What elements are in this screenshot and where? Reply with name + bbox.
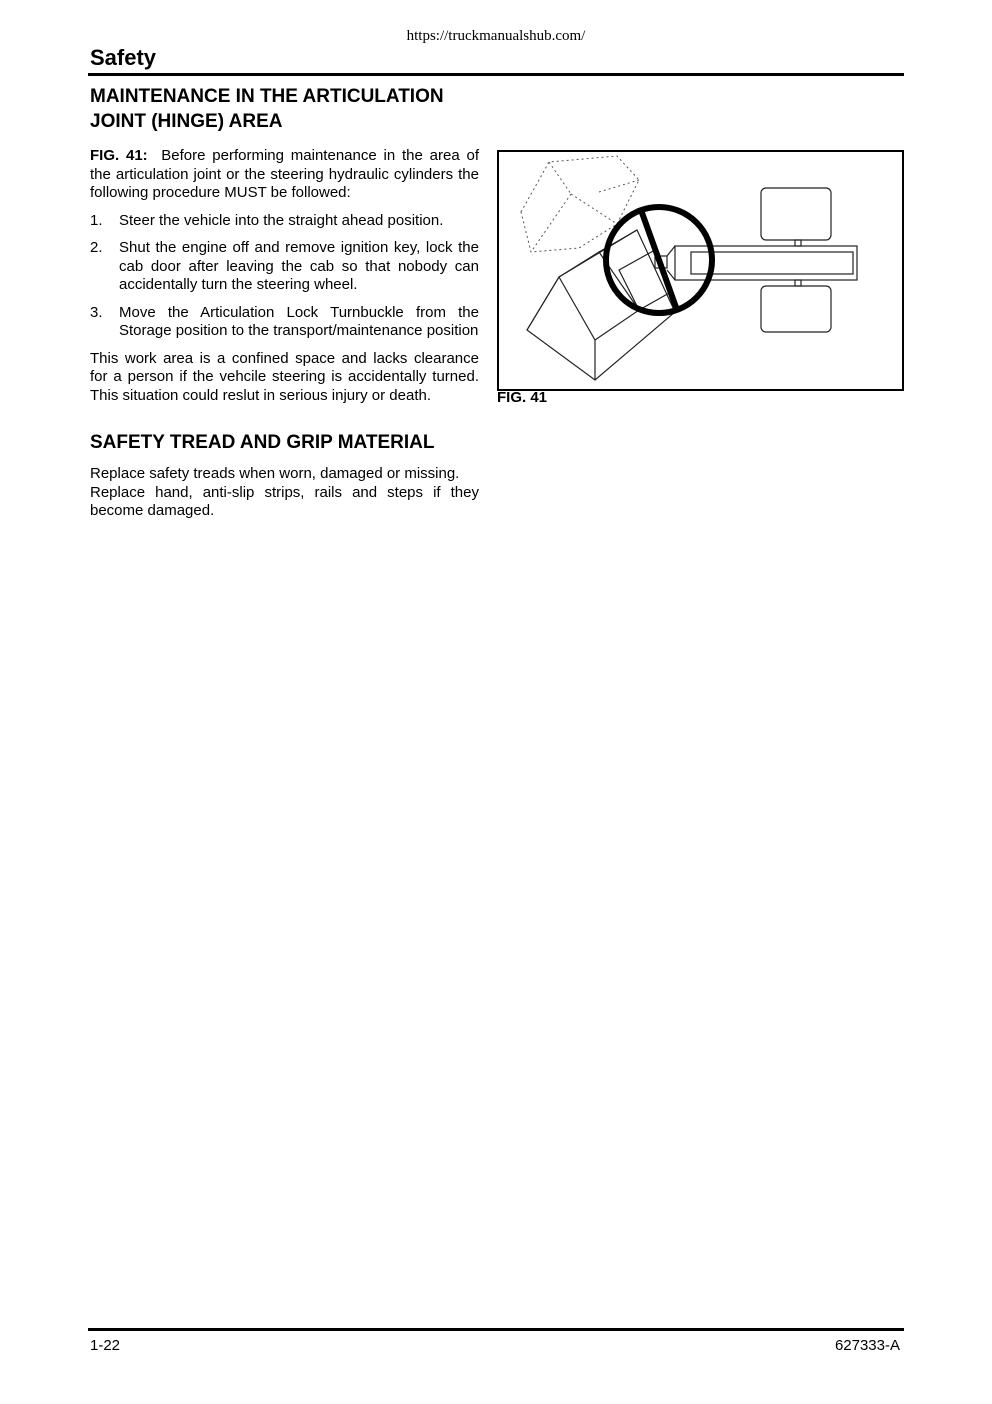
maintenance-heading-line1: MAINTENANCE IN THE ARTICULATION [90, 86, 444, 107]
step-text: Shut the engine off and remove ignition key, lock the cab door after leaving the cab so that nobody can accidentally turn the steering wheel. [119, 239, 479, 293]
left-column [90, 84, 479, 521]
section-title: Safety [90, 45, 157, 70]
tread-heading: SAFETY TREAD AND GRIP MATERIAL [90, 432, 435, 453]
maintenance-heading-line2: JOINT (HINGE) AREA [90, 111, 283, 132]
figure-caption: FIG. 41 [497, 389, 548, 406]
source-url: https://truckmanualshub.com/ [406, 28, 586, 44]
step-text: Steer the vehicle into the straight ahead position. [119, 211, 444, 229]
footer-rule [88, 1328, 904, 1331]
procedure-step [90, 304, 479, 341]
header-rule [88, 73, 904, 76]
articulation-illustration [499, 152, 902, 389]
tread-paragraph-2: Replace hand, anti-slip strips, rails and steps if they become damaged. [90, 483, 479, 519]
procedure-steps [90, 212, 479, 341]
page-number: 1-22 [90, 1337, 121, 1354]
turned-front-frame [527, 230, 675, 380]
step-number: 2. [90, 239, 103, 256]
step-number: 3. [90, 303, 103, 321]
maintenance-heading [90, 84, 479, 134]
procedure-step [90, 212, 479, 231]
step-number: 1. [90, 211, 103, 229]
rear-frame [655, 188, 857, 332]
intro-paragraph [90, 147, 479, 203]
figure-reference: FIG. 41: [90, 147, 148, 164]
procedure-step [90, 239, 479, 295]
step-text: Move the Articulation Lock Turnbuckle from the Storage position to the transport/maintenance position [119, 303, 479, 339]
dotted-turned-front-frame [521, 156, 639, 252]
warning-paragraph: This work area is a confined space and lacks clearance for a person if the vehcile steering is accidentally turned. This situation could reslut in serious injury or death. [90, 349, 479, 404]
prohibition-circle-icon [606, 207, 712, 313]
figure-41 [497, 150, 904, 391]
intro-text: Before performing maintenance in the area of the articulation joint or the steering hydraulic cylinders the following procedure MUST be followed: [90, 147, 479, 201]
document-code: 627333-A [834, 1337, 900, 1354]
tread-paragraph-1: Replace safety treads when worn, damaged or missing. [90, 465, 460, 482]
